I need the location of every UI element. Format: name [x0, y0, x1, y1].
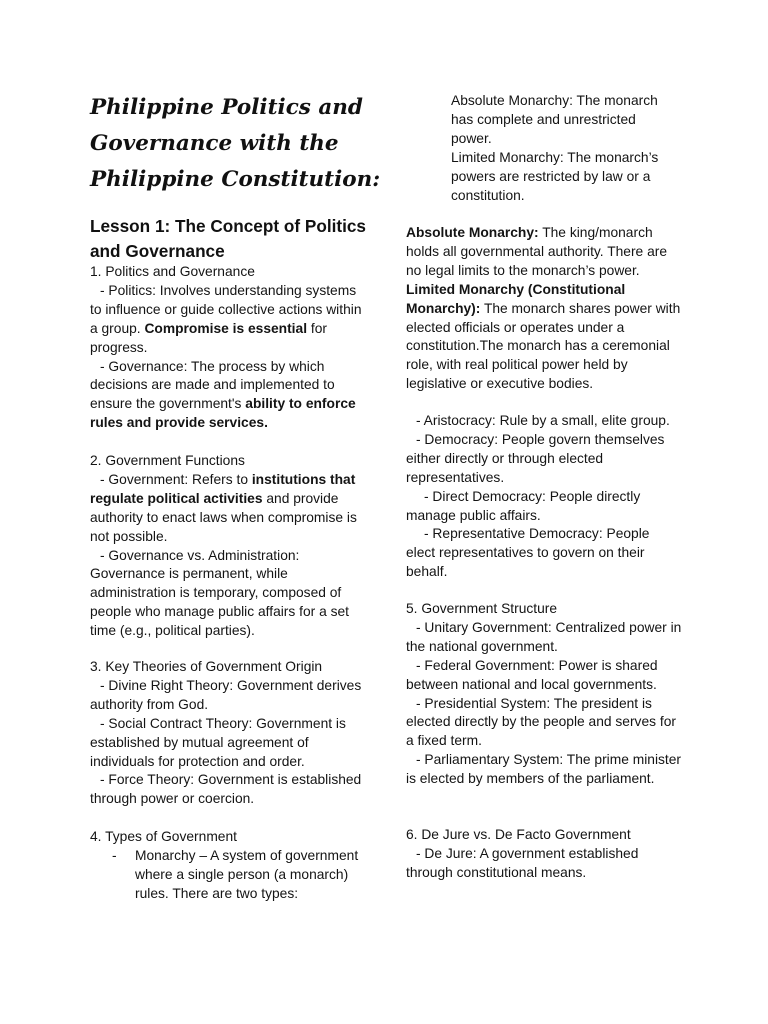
absolute-monarchy-detail	[406, 224, 682, 281]
section-de-jure-de-facto	[406, 826, 682, 883]
section-politics-governance	[90, 263, 370, 433]
section-heading: 5. Government Structure	[406, 601, 558, 616]
de-jure-definition: - De Jure: A government established through constitutional means.	[406, 845, 639, 880]
government-text-end: and provide authority to enact laws when compromise is not possible.	[90, 490, 357, 544]
limited-monarchy-label: Limited Monarchy (Constitutional Monarchy):	[406, 281, 626, 316]
section-heading: 4. Types of Government	[90, 829, 237, 844]
section-types-of-government	[90, 828, 370, 904]
section-government-functions	[90, 452, 370, 641]
section-government-structure	[406, 600, 682, 789]
lesson-heading: Lesson 1: The Concept of Politics and Governance	[90, 216, 366, 261]
federal-government: - Federal Government: Power is shared between national and local governments.	[406, 657, 658, 692]
governance-text: - Governance: The process by which decisions are made and implemented to ensure the government's	[90, 358, 335, 412]
list-dash: -	[112, 847, 117, 863]
government-text: - Government: Refers to	[100, 471, 252, 487]
politics-definition	[90, 282, 370, 358]
limited-monarchy-detail	[406, 281, 682, 394]
social-contract-theory: - Social Contract Theory: Government is established by mutual agreement of individuals for protection and order.	[90, 715, 346, 769]
politics-text: - Politics: Involves understanding systems to influence or guide collective actions within a group.	[90, 282, 362, 336]
limited-monarchy-text: The monarch shares power with elected officials or operates under a constitution.The monarch has a ceremonial role, with real political power held by legislative or executive bodies.	[406, 300, 681, 392]
politics-text-end: for progress.	[90, 320, 327, 355]
absolute-monarchy-text: The king/monarch holds all governmental authority. There are no legal limits to the monarch’s power.	[406, 225, 668, 278]
democracy: - Democracy: People govern themselves either directly or through elected representatives.	[406, 431, 665, 485]
divine-right-theory: - Divine Right Theory: Government derives authority from God.	[90, 677, 362, 712]
government-definition	[90, 471, 370, 547]
government-emphasis: institutions that regulate political activities	[90, 471, 356, 506]
governance-vs-administration: - Governance vs. Administration: Governance is permanent, while administration is temporary, composed of people who manage public affairs for a set time (e.g., political parties).	[90, 547, 349, 639]
representative-democracy: - Representative Democracy: People elect representatives to govern on their behalf.	[406, 526, 650, 580]
aristocracy: - Aristocracy: Rule by a small, elite group.	[416, 413, 670, 428]
other-government-types	[406, 412, 682, 582]
presidential-system: - Presidential System: The president is elected directly by the people and serves for a fixed term.	[406, 695, 676, 749]
monarchy-details	[406, 224, 682, 394]
absolute-monarchy-label: Absolute Monarchy:	[406, 225, 539, 240]
monarchy-definition: Monarchy – A system of government where a single person (a monarch) rules. There are two types:	[135, 847, 359, 901]
absolute-monarchy-short: Absolute Monarchy: The monarch has complete and unrestricted power.	[451, 93, 658, 146]
parliamentary-system: - Parliamentary System: The prime minister is elected by members of the parliament.	[406, 752, 682, 787]
politics-emphasis: Compromise is essential	[144, 320, 308, 336]
section-theories	[90, 658, 370, 809]
monarchy-types-list	[451, 92, 673, 205]
section-heading: 2. Government Functions	[90, 453, 245, 468]
section-heading: 6. De Jure vs. De Facto Government	[406, 827, 631, 842]
direct-democracy: - Direct Democracy: People directly manage public affairs.	[406, 488, 641, 523]
limited-monarchy-short: Limited Monarchy: The monarch’s powers are restricted by law or a constitution.	[451, 149, 659, 203]
monarchy-list-item	[90, 847, 370, 904]
governance-emphasis: ability to enforce rules and provide services.	[90, 396, 356, 431]
section-heading: 3. Key Theories of Government Origin	[90, 659, 323, 674]
governance-definition	[90, 358, 370, 434]
section-heading: 1. Politics and Governance	[90, 264, 255, 279]
unitary-government: - Unitary Government: Centralized power in the national government.	[406, 619, 682, 654]
force-theory: - Force Theory: Government is established through power or coercion.	[90, 772, 362, 807]
document-title: Philippine Politics and Governance with the Philippine Constitution:	[90, 95, 381, 192]
